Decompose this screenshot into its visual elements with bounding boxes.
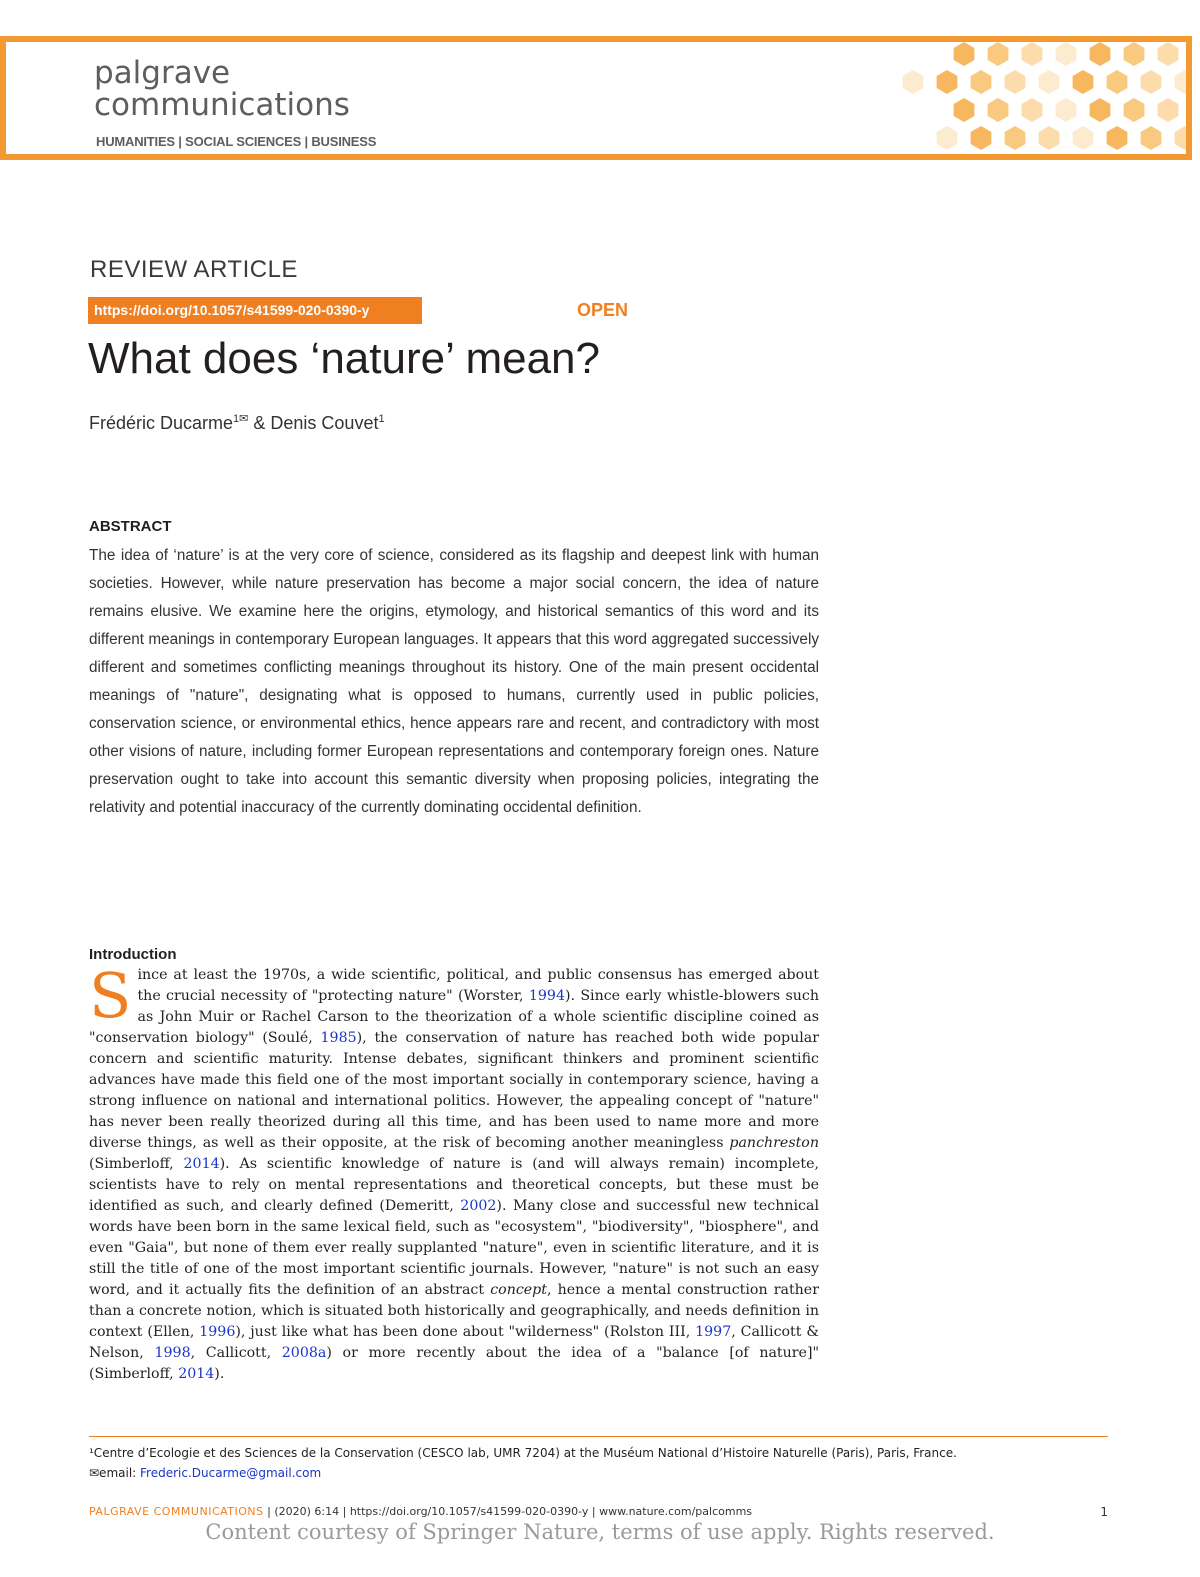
hexagon-decoration	[1022, 42, 1043, 66]
journal-subtitle: HUMANITIES | SOCIAL SCIENCES | BUSINESS	[96, 134, 377, 149]
text-run: ). Since early whistle-blowers such as John Muir or Rachel Carson to the theorization of a whole scientific discipline coined as "conservation biology" (Soulé,	[89, 988, 819, 1046]
abstract-text: The idea of ‘nature’ is at the very core of science, considered as its flagship and deepest link with human societies. However, while nature preservation has become a major social concern, the idea of nature remains elusive. We examine here the origins, etymology, and historical semantics of this word and its different meanings in contemporary European languages. It appears that this word aggregated successively different and sometimes conflicting meanings throughout its history. One of the main present occidental meanings of "nature", designating what is opposed to humans, currently used in public policies, conservation science, or environmental ethics, hence appears rare and recent, and contradictory with most other visions of nature, including former European representations and contemporary foreign ones. Nature preservation ought to take into account this semantic diversity when proposing policies, integrating the relativity and potential inaccuracy of the currently dominating occidental definition.	[89, 547, 819, 816]
hexagon-decoration	[1073, 70, 1094, 94]
author-list	[89, 412, 385, 434]
hexagon-decoration	[1090, 98, 1111, 122]
hexagon-decoration	[1022, 98, 1043, 122]
footnote-divider	[89, 1436, 1108, 1437]
author-name[interactable]: Frédéric Ducarme	[89, 413, 234, 433]
reference-link[interactable]: 1997	[695, 1324, 732, 1340]
email-link[interactable]: Frederic.Ducarme@gmail.com	[140, 1466, 322, 1480]
journal-name-line1: palgrave	[94, 55, 231, 91]
open-access-label: OPEN	[577, 300, 629, 320]
hexagon-decoration	[1124, 98, 1145, 122]
hexagon-decoration	[1090, 42, 1111, 66]
hexagon-decoration	[1124, 42, 1145, 66]
footer-journal-name: PALGRAVE COMMUNICATIONS	[89, 1505, 264, 1518]
text-run: ince at least the 1970s, a wide scientific, political, and public consensus has emerged about the crucial necessity of "protecting nature" (Worster,	[137, 967, 819, 1004]
article-type: REVIEW ARTICLE	[90, 256, 298, 283]
reference-link[interactable]: 2014	[183, 1156, 220, 1172]
hexagon-decoration	[903, 70, 924, 94]
hexagon-decoration	[1039, 126, 1060, 150]
hexagon-pattern-decoration	[876, 42, 1186, 154]
journal-banner	[0, 36, 1192, 160]
footnote	[89, 1443, 1108, 1483]
hexagon-decoration	[1039, 70, 1060, 94]
reference-link[interactable]: 2014	[178, 1366, 215, 1382]
abstract-heading: ABSTRACT	[89, 518, 172, 535]
hexagon-decoration	[954, 42, 975, 66]
text-run: ). As scientific knowledge of nature is (and will always remain) incomplete, scientists have to rely on mental representations and theoretical concepts, but these must be identified as such, and clearly defined (Demeritt,	[89, 1156, 819, 1214]
hexagon-decoration	[1005, 70, 1026, 94]
reference-link[interactable]: 1994	[528, 988, 565, 1004]
hexagon-decoration	[971, 126, 992, 150]
hexagon-decoration	[988, 98, 1009, 122]
running-footer	[89, 1505, 1108, 1518]
doi-link-badge[interactable]: https://doi.org/10.1057/s41599-020-0390-y	[88, 297, 422, 324]
hexagon-decoration	[954, 98, 975, 122]
email-label: ✉email:	[89, 1466, 141, 1480]
text-run: , Callicott & Nelson,	[89, 1324, 819, 1361]
text-run: ). Many close and successful new technical words have been born in the same lexical field, such as "ecosystem", "biodiversity", "biosphere", and even "Gaia", but none of them ever really supplanted "nature", even in scientific literature, and it is still the title of one of the most important scientific journals. However, "nature" is not such an easy word, and it actually fits the definition of an abstract	[89, 1198, 819, 1298]
text-run: , hence a mental construction rather than a concrete notion, which is situated both historically and geographically, and needs definition in context (Ellen,	[89, 1282, 819, 1340]
text-run: ), the conservation of nature has reached both wide popular concern and scientific maturity. Intense debates, significant thinkers and prominent scientific advances have made this field one of the most important socially in contemporary science, having a strong influence on national and international politics. However, the appealing concept of "nature" has never been really theorized during all this time, and has been used to name more and more diverse things, as well as their opposite, at the risk of becoming another meaningless	[89, 1030, 819, 1151]
introduction-paragraph	[89, 959, 819, 1385]
footer-citation: | (2020) 6:14 | https://doi.org/10.1057/s41599-020-0390-y | www.nature.com/palcomms	[263, 1505, 753, 1518]
copyright-watermark: Content courtesy of Springer Nature, terms of use apply. Rights reserved.	[205, 1520, 995, 1544]
hexagon-decoration	[937, 126, 958, 150]
affiliation-marker: 1✉	[233, 413, 249, 425]
text-run: ).	[214, 1366, 225, 1382]
author-separator: &	[248, 413, 271, 433]
author-name[interactable]: Denis Couvet	[270, 413, 379, 433]
reference-link[interactable]: 2008a	[281, 1345, 327, 1361]
article-title: What does ‘nature’ mean?	[88, 334, 600, 383]
hexagon-decoration	[1158, 98, 1179, 122]
hexagon-decoration	[1107, 126, 1128, 150]
hexagon-decoration	[988, 42, 1009, 66]
affiliation-note: ¹Centre d’Ecologie et des Sciences de la Conservation (CESCO lab, UMR 7204) at the Muséum National d’Histoire Naturelle (Paris), Paris, France.	[89, 1446, 957, 1460]
hexagon-decoration	[1141, 126, 1162, 150]
journal-name-line2: communications	[94, 87, 350, 123]
hexagon-decoration	[1073, 126, 1094, 150]
affiliation-marker: 1	[378, 413, 385, 425]
hexagon-decoration	[1056, 42, 1077, 66]
reference-link[interactable]: 2002	[460, 1198, 497, 1214]
hexagon-decoration	[1141, 70, 1162, 94]
hexagon-decoration	[1175, 126, 1186, 150]
italic-term: panchreston	[729, 1135, 819, 1151]
hexagon-decoration	[1175, 70, 1186, 94]
reference-link[interactable]: 1985	[320, 1030, 357, 1046]
hexagon-decoration	[1107, 70, 1128, 94]
hexagon-decoration	[1158, 42, 1179, 66]
hexagon-decoration	[1005, 126, 1026, 150]
reference-link[interactable]: 1996	[199, 1324, 236, 1340]
page-number: 1	[1100, 1505, 1108, 1519]
introduction-heading: Introduction	[89, 946, 177, 963]
drop-cap: S	[89, 959, 132, 1032]
hexagon-decoration	[971, 70, 992, 94]
italic-term: concept	[490, 1282, 547, 1298]
hexagon-decoration	[937, 70, 958, 94]
text-run: ), just like what has been done about "wilderness" (Rolston III,	[235, 1324, 696, 1340]
text-run: , Callicott,	[190, 1345, 282, 1361]
text-run: ) or more recently about the idea of a "balance [of nature]" (Simberloff,	[89, 1345, 819, 1382]
hexagon-decoration	[1056, 98, 1077, 122]
reference-link[interactable]: 1998	[154, 1345, 191, 1361]
text-run: (Simberloff,	[89, 1156, 184, 1172]
